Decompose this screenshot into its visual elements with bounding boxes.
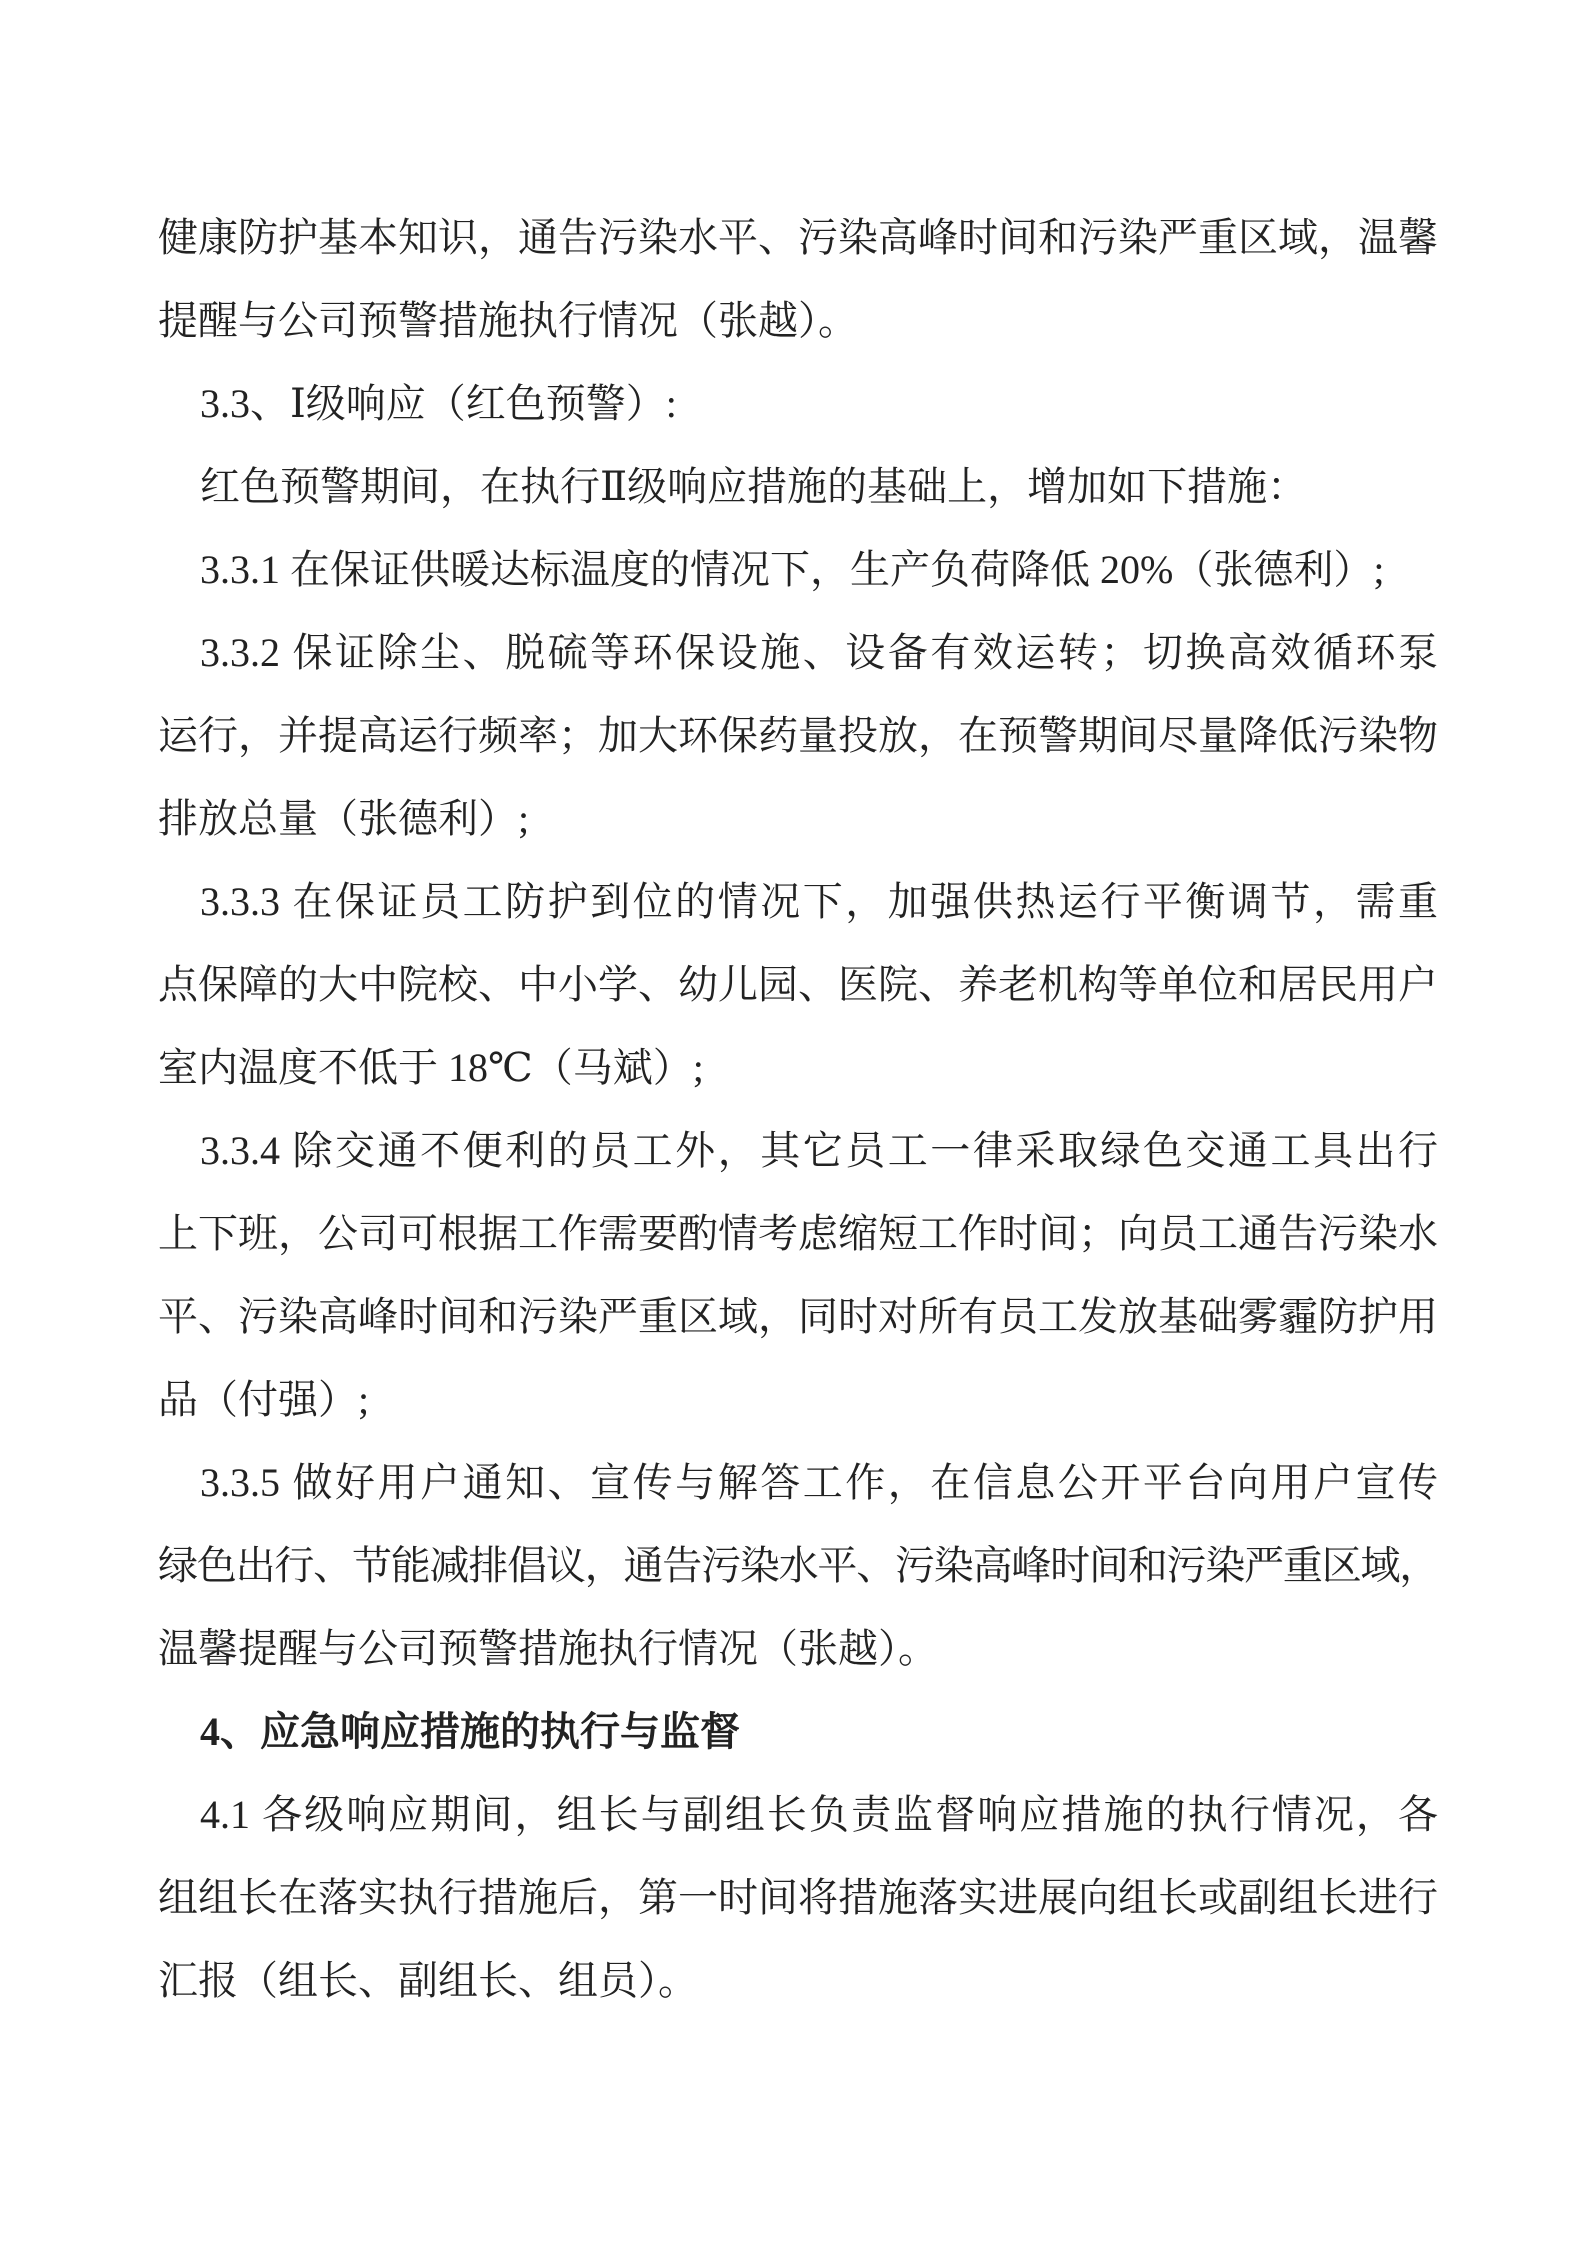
document-text-block — [158, 196, 1438, 2022]
text-line: 品（付强）; — [158, 1377, 370, 1422]
text-line: 汇报（组长、副组长、组员）。 — [158, 1958, 698, 2003]
text-line: 运行，并提高运行频率；加大环保药量投放，在预警期间尽量降低污染物 — [158, 713, 1438, 758]
text-line-3-3-5: 3.3.5 做好用户通知、宣传与解答工作，在信息公开平台向用户宣传 — [200, 1460, 1438, 1505]
text-line: 温馨提醒与公司预警措施执行情况（张越）。 — [158, 1626, 938, 1671]
text-line: 组组长在落实执行措施后，第一时间将措施落实进展向组长或副组长进行 — [158, 1875, 1438, 1920]
section-heading-3-3: 3.3、Ⅰ级响应（红色预警）: — [200, 381, 677, 426]
text-line: 室内温度不低于 18℃（马斌）; — [158, 1045, 704, 1090]
text-line: 平、污染高峰时间和污染严重区域，同时对所有员工发放基础雾霾防护用 — [158, 1294, 1438, 1339]
text-line-3-3-2: 3.3.2 保证除尘、脱硫等环保设施、设备有效运转；切换高效循环泵 — [200, 630, 1438, 675]
text-line-3-3-1: 3.3.1 在保证供暖达标温度的情况下，生产负荷降低 20%（张德利）; — [200, 547, 1385, 592]
text-line-4-1: 4.1 各级响应期间，组长与副组长负责监督响应措施的执行情况，各 — [200, 1792, 1438, 1837]
text-line: 健康防护基本知识，通告污染水平、污染高峰时间和污染严重区域，温馨 — [158, 215, 1438, 260]
text-line: 点保障的大中院校、中小学、幼儿园、医院、养老机构等单位和居民用户 — [158, 962, 1438, 1007]
text-line: 提醒与公司预警措施执行情况（张越）。 — [158, 298, 858, 343]
section-heading-4: 4、应急响应措施的执行与监督 — [200, 1709, 740, 1754]
text-line: 上下班，公司可根据工作需要酌情考虑缩短工作时间；向员工通告污染水 — [158, 1211, 1438, 1256]
text-line: 排放总量（张德利）; — [158, 796, 530, 841]
text-line-3-3-3: 3.3.3 在保证员工防护到位的情况下，加强供热运行平衡调节，需重 — [200, 879, 1438, 924]
text-line-3-3-4: 3.3.4 除交通不便利的员工外，其它员工一律采取绿色交通工具出行 — [200, 1128, 1438, 1173]
text-line: 红色预警期间，在执行Ⅱ级响应措施的基础上，增加如下措施： — [200, 464, 1308, 509]
text-line: 绿色出行、节能减排倡议，通告污染水平、污染高峰时间和污染严重区域， — [158, 1543, 1438, 1588]
